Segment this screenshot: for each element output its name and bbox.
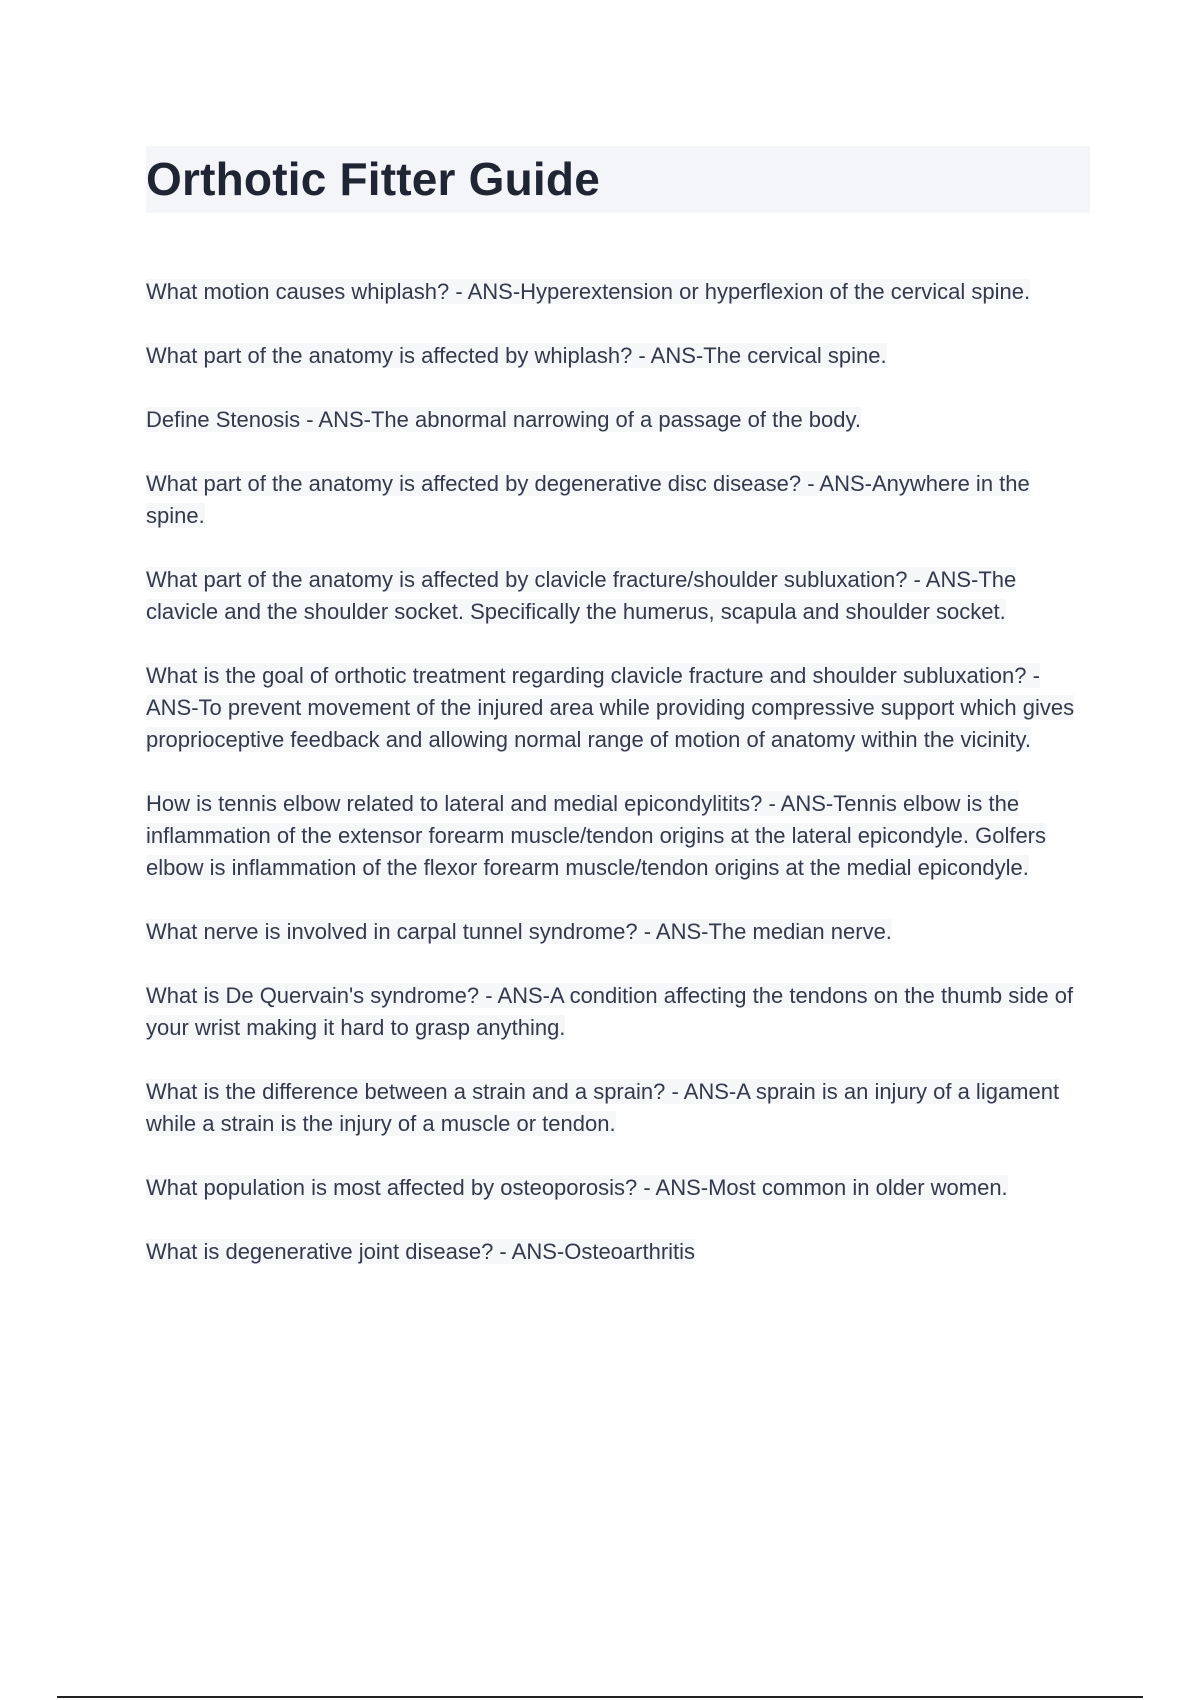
page-title: Orthotic Fitter Guide	[146, 153, 600, 205]
qa-item	[146, 788, 1090, 884]
qa-item	[146, 276, 1090, 308]
qa-item	[146, 980, 1090, 1044]
qa-list	[146, 276, 1090, 1300]
qa-item	[146, 340, 1090, 372]
qa-item	[146, 468, 1090, 532]
qa-text: What is the difference between a strain and a sprain? - ANS-A sprain is an injury of a ligament while a strain is the injury of a muscle or tendon.	[146, 1079, 1060, 1136]
footer-divider	[57, 1696, 1143, 1698]
title-bar	[146, 146, 1090, 213]
qa-item	[146, 660, 1090, 756]
qa-text: Define Stenosis - ANS-The abnormal narrowing of a passage of the body.	[146, 407, 861, 432]
qa-text: What is degenerative joint disease? - ANS-Osteoarthritis	[146, 1239, 696, 1264]
qa-text: What population is most affected by osteoporosis? - ANS-Most common in older women.	[146, 1175, 1008, 1200]
qa-item	[146, 404, 1090, 436]
qa-text: How is tennis elbow related to lateral and medial epicondylitits? - ANS-Tennis elbow is the inflammation of the extensor forearm muscle/tendon origins at the lateral epicondyle. Golfers elbow is inflammation of the flexor forearm muscle/tendon origins at the medial epicondyle.	[146, 791, 1047, 880]
qa-item	[146, 1236, 1090, 1268]
qa-item	[146, 564, 1090, 628]
qa-text: What is the goal of orthotic treatment regarding clavicle fracture and shoulder subluxation? - ANS-To prevent movement of the injured area while providing compressive support which gives proprioceptive feedback and allowing normal range of motion of anatomy within the vicinity.	[146, 663, 1075, 752]
qa-text: What nerve is involved in carpal tunnel syndrome? - ANS-The median nerve.	[146, 919, 892, 944]
qa-text: What part of the anatomy is affected by degenerative disc disease? - ANS-Anywhere in the spine.	[146, 471, 1030, 528]
qa-text: What motion causes whiplash? - ANS-Hyperextension or hyperflexion of the cervical spine.	[146, 279, 1031, 304]
qa-item	[146, 916, 1090, 948]
qa-item	[146, 1172, 1090, 1204]
qa-item	[146, 1076, 1090, 1140]
qa-text: What part of the anatomy is affected by clavicle fracture/shoulder subluxation? - ANS-The clavicle and the shoulder socket. Specifically the humerus, scapula and shoulder socket.	[146, 567, 1017, 624]
qa-text: What is De Quervain's syndrome? - ANS-A condition affecting the tendons on the thumb side of your wrist making it hard to grasp anything.	[146, 983, 1074, 1040]
qa-text: What part of the anatomy is affected by whiplash? - ANS-The cervical spine.	[146, 343, 887, 368]
